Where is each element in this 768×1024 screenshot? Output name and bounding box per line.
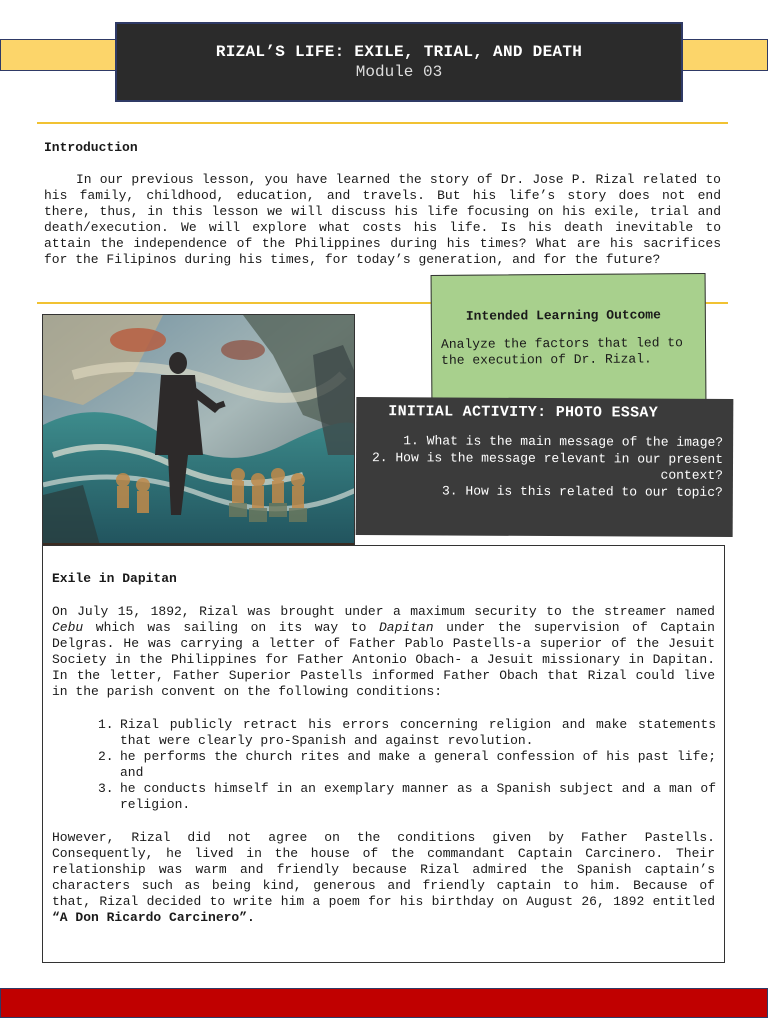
exile-paragraph-2 [52,830,715,926]
title-box [115,22,683,102]
poem-title: “A Don Ricardo Carcinero” [52,910,248,925]
condition-text: he conducts himself in an exemplary manner as a Spanish subject and a man of religion. [120,781,716,812]
introduction-heading: Introduction [44,140,138,155]
mural-painting-art [43,315,355,555]
exile-p1-part: which was sailing on its way to [83,620,379,635]
exile-p2-text: However, Rizal did not agree on the conditions given by Father Pastells. Consequently, he lived in the house of the commandant Captain Carcinero. Their relationship was warm and friendly because Rizal admired the Spanish captain’s characters such as being kind, generous and friendly captain to him. Because of that, Rizal decided to write him a poem for his birthday on August 26, 1892 entitled [52,830,715,909]
condition-number: 3. [98,781,114,796]
module-label: Module 03 [355,63,443,81]
mural-painting-image [42,314,355,555]
exile-heading: Exile in Dapitan [52,571,177,586]
header-band-left [0,39,120,71]
activity-title: INITIAL ACTIVITY: PHOTO ESSAY [388,403,659,422]
introduction-text: In our previous lesson, you have learned the story of Dr. Jose P. Rizal related to his family, childhood, education, and travels. But his life’s story does not end there, thus, in this lesson we will discuss his life focusing on his exile, trial and death/execution. We will explore what costs his life. Is his death inevitable to attain the independence of the Philippines during his times? What are his sacrifices for the Filipinos during his times, for today’s generation, and for the future? [44,172,721,267]
exile-section [42,545,725,963]
divider-top [37,122,728,124]
condition-number: 1. [98,717,114,732]
activity-question: 1. What is the main message of the image? [403,433,724,450]
condition-text: he performs the church rites and make a general confession of his past life; and [120,749,716,780]
activity-question: 2. How is the message relevant in our present context? [371,449,724,483]
exile-p1-part: On July 15, 1892, Rizal was brought under a maximum security to the streamer named [52,604,715,619]
learning-outcome-box [431,273,707,405]
condition-item [98,717,716,749]
page-title: RIZAL’S LIFE: EXILE, TRIAL, AND DEATH [215,43,583,61]
conditions-list [98,717,716,813]
exile-paragraph-1 [52,604,715,700]
footer-bar [0,988,768,1018]
learning-outcome-title: Intended Learning Outcome [465,307,661,324]
header-band-right [680,39,768,71]
ship-name: Cebu [52,620,84,635]
condition-item [98,781,716,813]
poem-title-period: . [247,910,255,925]
condition-text: Rizal publicly retract his errors concerning religion and make statements that were clearly pro-Spanish and against revolution. [120,717,716,748]
learning-outcome-text: Analyze the factors that led to the execution of Dr. Rizal. [440,335,683,368]
exile-p1-part: under the supervision of Captain Delgras. He was carrying a letter of Father Pablo Pastells-a superior of the Jesuit Society in the Philippines for Father Antonio Obach- a Jesuit missionary in Dapitan. In the letter, Father Superior Pastells informed Father Obach that Rizal could live in the parish convent on the following conditions: [52,620,715,699]
activity-question: 3. How is this related to our topic? [441,482,723,500]
activity-questions [363,433,723,501]
condition-item [98,749,716,781]
initial-activity-box [356,397,734,537]
condition-number: 2. [98,749,114,764]
place-name: Dapitan [378,620,434,635]
